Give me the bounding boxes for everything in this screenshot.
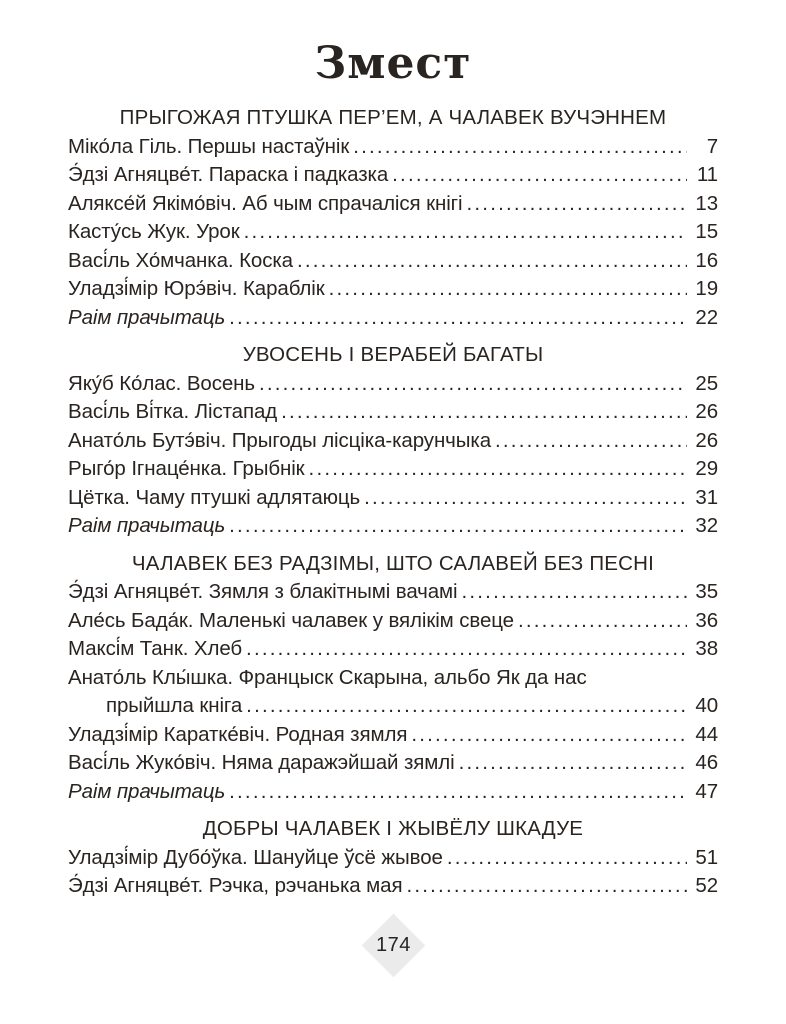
toc-entry	[68, 692, 718, 721]
toc-entry	[68, 607, 718, 636]
toc-section	[68, 104, 718, 332]
toc-leader-dots	[229, 304, 687, 333]
toc-entry-text: Уладзі́мір Дубо́ўка. Шануйце ўсё жывое	[68, 845, 443, 869]
toc-page-number: 44	[695, 722, 718, 746]
toc-entry-text: Э́дзі Агняцве́т. Зямля з блакітнымі вачамі	[68, 580, 458, 604]
toc-page-number: 40	[695, 694, 718, 718]
toc-page-number: 15	[695, 220, 718, 244]
toc-leader-dots	[309, 455, 687, 484]
toc-entry-text: Васі́ль Жуко́віч. Няма даражэйшай зямлі	[68, 751, 455, 775]
toc-leader-dots	[246, 635, 687, 664]
toc-entry-text: Рыго́р Ігнаце́нка. Грыбнік	[68, 457, 305, 481]
toc-entry-text: Анато́ль Бутэ́віч. Прыгоды лісціка-карунчыка	[68, 428, 492, 452]
toc-leader-dots	[459, 749, 687, 778]
toc-entry-text: Максі́м Танк. Хлеб	[68, 637, 243, 661]
toc-entry	[68, 190, 718, 219]
toc-entry	[68, 398, 718, 427]
toc-entry	[68, 778, 718, 807]
toc-leader-dots	[244, 218, 687, 247]
toc-entry	[68, 218, 718, 247]
toc-page-number: 32	[695, 514, 718, 538]
toc-section	[68, 550, 718, 807]
toc-page-number: 29	[695, 457, 718, 481]
toc-section	[68, 341, 718, 541]
toc-page-number: 31	[695, 485, 718, 509]
section-entries	[68, 578, 718, 806]
toc-leader-dots	[392, 161, 687, 190]
toc-entry-text: Васі́ль Хо́мчанка. Коска	[68, 248, 293, 272]
toc-page-number: 25	[695, 371, 718, 395]
page-number: 174	[375, 933, 411, 956]
toc-entry	[68, 370, 718, 399]
section-heading: ЧАЛАВЕК БЕЗ РАДЗІМЫ, ШТО САЛАВЕЙ БЕЗ ПЕСНІ	[131, 551, 655, 575]
toc-leader-dots	[353, 133, 687, 162]
toc-leader-dots	[297, 247, 687, 276]
toc-leader-dots	[229, 778, 687, 807]
page-number-diamond	[361, 914, 425, 978]
toc-entry-text: Цётка. Чаму птушкі адлятаюць	[68, 485, 361, 509]
toc-entry	[68, 635, 718, 664]
toc-leader-dots	[462, 578, 688, 607]
toc-leader-dots	[411, 721, 687, 750]
page-title: Змест	[314, 38, 472, 89]
toc-entry-text: Раім прачытаць	[68, 305, 226, 329]
toc-entry-text: Анато́ль Клы́шка. Францыск Скарына, альбо Як да нас	[68, 665, 587, 689]
page-footer	[68, 923, 718, 968]
section-heading: УВОСЕНЬ І ВЕРАБЕЙ БАГАТЫ	[242, 343, 544, 367]
section-heading: ДОБРЫ ЧАЛАВЕК І ЖЫВЁЛУ ШКАДУЕ	[202, 817, 584, 841]
toc-page-number: 47	[695, 779, 718, 803]
toc-entry-text: Раім прачытаць	[68, 514, 226, 538]
toc-leader-dots	[467, 190, 687, 219]
toc-entry	[68, 721, 718, 750]
toc-page-number: 26	[695, 400, 718, 424]
toc-entry	[68, 247, 718, 276]
toc-entry-line1	[68, 664, 718, 693]
section-entries	[68, 844, 718, 901]
toc-leader-dots	[518, 607, 687, 636]
toc-leader-dots	[329, 275, 687, 304]
section-entries	[68, 133, 718, 333]
toc-entry-text: Раім прачытаць	[68, 779, 226, 803]
toc-page-number: 35	[695, 580, 718, 604]
toc-entry	[68, 844, 718, 873]
toc-page-number: 11	[696, 163, 718, 187]
toc-leader-dots	[246, 692, 687, 721]
toc-entry	[68, 872, 718, 901]
toc-entry	[68, 455, 718, 484]
toc-leader-dots	[364, 484, 687, 513]
toc-leader-dots	[229, 512, 687, 541]
toc-entry	[68, 512, 718, 541]
toc-entry-text: Касту́сь Жук. Урок	[68, 220, 240, 244]
toc-entry	[68, 749, 718, 778]
toc-entry-text: Але́сь Бада́к. Маленькі чалавек у вялікім свеце	[68, 608, 514, 632]
section-heading: ПРЫГОЖАЯ ПТУШКА ПЕР’ЕМ, А ЧАЛАВЕК ВУЧЭННЕМ	[119, 106, 667, 130]
toc-leader-dots	[281, 398, 687, 427]
toc-entry	[68, 427, 718, 456]
toc-page-number: 38	[695, 637, 718, 661]
toc-entry-text: Уладзі́мір Каратке́віч. Родная зямля	[68, 722, 408, 746]
toc-entry-text: Уладзі́мір Юрэ́віч. Караблік	[68, 277, 325, 301]
toc-page-number: 7	[706, 134, 718, 158]
toc-entry-text: Э́дзі Агняцве́т. Параска і падказка	[68, 163, 389, 187]
toc-leader-dots	[495, 427, 687, 456]
toc-leader-dots	[447, 844, 687, 873]
toc-entry	[68, 133, 718, 162]
toc-page-number: 52	[695, 874, 718, 898]
toc-entry	[68, 484, 718, 513]
toc-entry-text: Аляксе́й Якімо́віч. Аб чым спрачаліся кнігі	[68, 191, 463, 215]
toc-entry	[68, 275, 718, 304]
toc-page-number: 36	[695, 608, 718, 632]
toc-leader-dots	[259, 370, 687, 399]
toc-leader-dots	[406, 872, 687, 901]
toc-entry-text: Э́дзі Агняцве́т. Рэчка, рэчанька мая	[68, 874, 403, 898]
toc-entry-text: прыйшла кніга	[106, 694, 243, 718]
toc-entry-text: Міко́ла Гіль. Першы настаўнік	[68, 134, 350, 158]
section-entries	[68, 370, 718, 541]
toc-entry	[68, 161, 718, 190]
toc-page-number: 26	[695, 428, 718, 452]
toc-page-number: 51	[695, 845, 718, 869]
toc-page-number: 13	[695, 191, 718, 215]
toc-page-number: 46	[695, 751, 718, 775]
toc-page-number: 22	[695, 305, 718, 329]
toc-sections	[68, 104, 718, 901]
toc-entry-text: Васі́ль Ві́тка. Лістапад	[68, 400, 278, 424]
toc-page-number: 19	[695, 277, 718, 301]
toc-section	[68, 815, 718, 901]
toc-entry-text: Яку́б Ко́лас. Восень	[68, 371, 255, 395]
toc-entry	[68, 578, 718, 607]
toc-page-number: 16	[695, 248, 718, 272]
toc-entry	[68, 304, 718, 333]
